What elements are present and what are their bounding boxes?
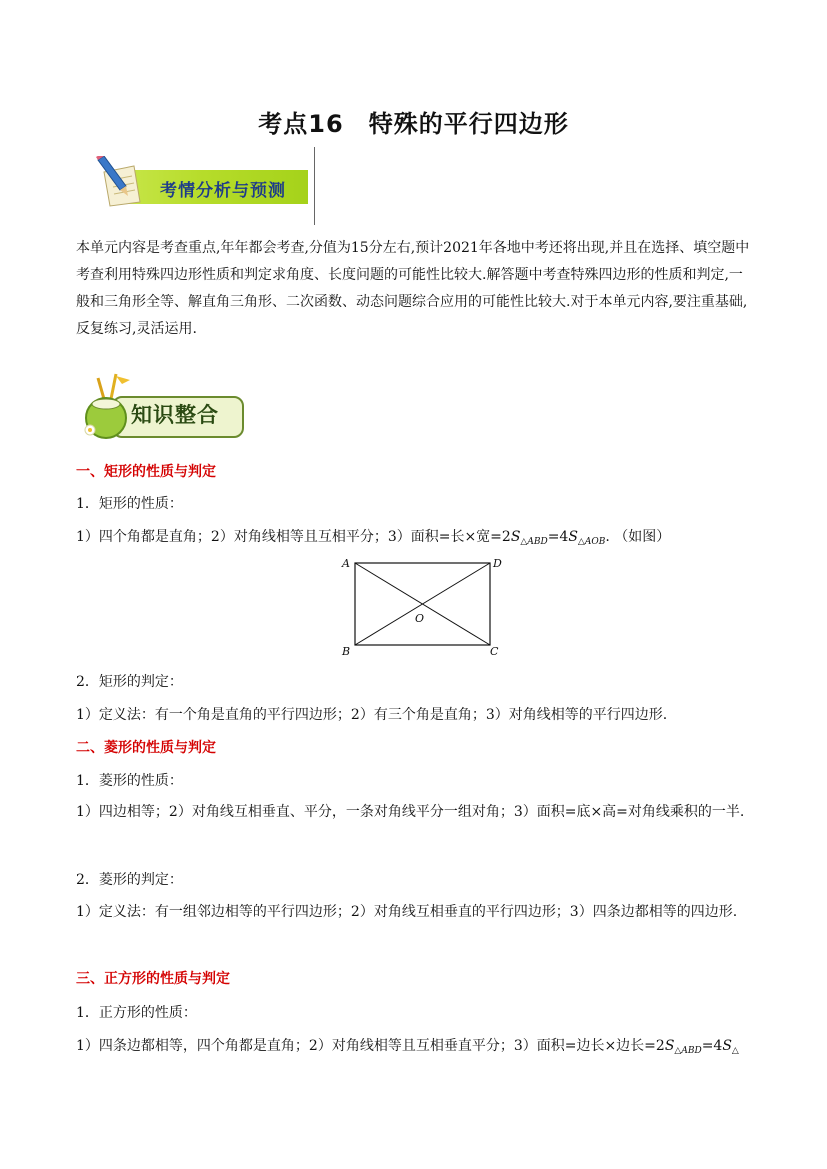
subheading-rectangle-properties: 1．矩形的性质： <box>76 496 183 512</box>
square-area-subscript-abd: △ABD <box>674 1046 702 1056</box>
rectangle-properties-line <box>76 526 766 547</box>
square-area-symbol: S <box>664 1038 675 1054</box>
area-subscript-abd: △ABD <box>520 537 548 547</box>
header-divider <box>314 147 315 225</box>
area-symbol-2: S <box>568 529 578 545</box>
rectangle-figure <box>340 555 510 660</box>
center-label-o: O <box>415 612 425 625</box>
area-subscript-aob: △AOB <box>577 537 606 547</box>
area-eq: =4 <box>547 529 569 545</box>
square-area-eq: =4 <box>701 1038 723 1054</box>
vertex-label-a: A <box>342 557 350 570</box>
section-heading-square: 三、正方形的性质与判定 <box>76 971 230 987</box>
subheading-rhombus-properties: 1．菱形的性质： <box>76 773 183 789</box>
rhombus-properties-text: 1）四边相等；2）对角线互相垂直、平分，一条对角线平分一组对角；3）面积=底×高=对角线乘积的一半. <box>76 804 745 820</box>
intro-paragraph: 本单元内容是考查重点,年年都会考查,分值为15分左右,预计2021年各地中考还将出现,并且在选择、填空题中考查利用特殊四边形性质和判定求角度、长度问题的可能性比较大.解答题中考查特殊四边形的性质和判定,一般和三角形全等、解直角三角形、二次函数、动态问题综合应用的可能性比较大.对于本单元内容,要注重基础,反复练习,灵活运用. <box>76 240 750 337</box>
section-heading-rhombus: 二、菱形的性质与判定 <box>76 740 216 756</box>
square-area-subscript-tri: △ <box>731 1046 739 1056</box>
vertex-label-d: D <box>493 557 502 570</box>
pencil-paper-icon <box>90 156 150 208</box>
rhombus-judgement-text: 1）定义法：有一组邻边相等的平行四边形；2）对角线互相垂直的平行四边形；3）四条边都相等的四边形. <box>76 904 738 920</box>
knowledge-banner-label: 知识整合 <box>131 402 219 427</box>
rectangle-judgement-line: 1）定义法：有一个角是直角的平行四边形；2）有三个角是直角；3）对角线相等的平行四边形. <box>76 707 668 723</box>
square-area-symbol-2: S <box>722 1038 732 1054</box>
vertex-label-b: B <box>342 645 351 658</box>
square-properties-line <box>76 1035 766 1056</box>
page-title: 考点16 特殊的平行四边形 <box>258 110 569 138</box>
section-heading-rectangle: 一、矩形的性质与判定 <box>76 464 216 480</box>
subheading-square-properties: 1．正方形的性质： <box>76 1005 197 1021</box>
vertex-label-c: C <box>490 645 499 658</box>
subheading-rhombus-judgement: 2．菱形的判定： <box>76 872 183 888</box>
rect-props-text: 1）四个角都是直角；2）对角线相等且互相平分；3）面积=长×宽=2 <box>76 529 511 545</box>
analysis-banner-label: 考情分析与预测 <box>160 181 286 201</box>
rect-props-post: . （如图） <box>605 529 671 545</box>
square-props-text: 1）四条边都相等，四个角都是直角；2）对角线相等且互相垂直平分；3）面积=边长×边长=2 <box>76 1038 665 1054</box>
subheading-rectangle-judgement: 2．矩形的判定： <box>76 674 183 690</box>
area-symbol: S <box>510 529 521 545</box>
